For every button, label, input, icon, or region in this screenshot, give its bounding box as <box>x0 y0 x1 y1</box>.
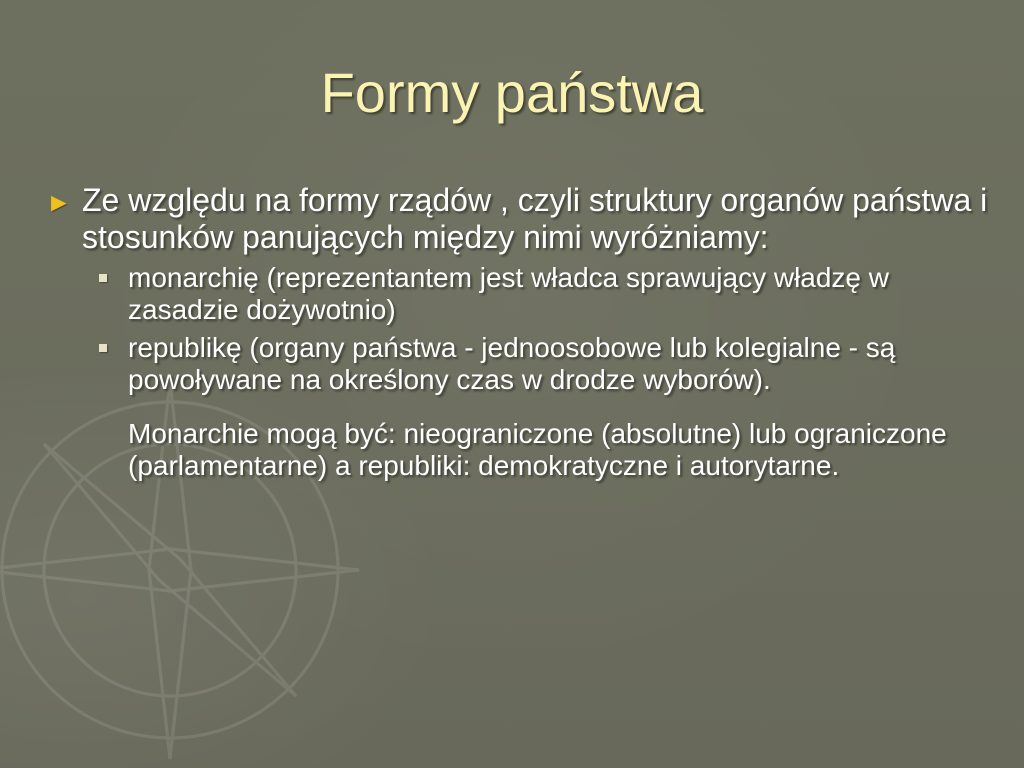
bullet-level2-republic <box>128 332 994 396</box>
bullet-level2-text: republikę (organy państwa - jednoosobowe lub kolegialne - są powoływane na określony czas w drodze wyborów). <box>128 332 896 395</box>
bullet-level1-text: Ze względu na formy rządów , czyli struktury organów państwa i stosunków panujących między nimi wyróżniamy: <box>82 182 988 255</box>
slide-body <box>44 182 994 482</box>
square-bullet-icon <box>99 274 107 282</box>
square-bullet-icon <box>99 344 107 352</box>
bullet-level2-text: monarchię (reprezentantem jest władca sprawujący władzę w zasadzie dożywotnio) <box>128 262 890 325</box>
note-paragraph: Monarchie mogą być: nieograniczone (absolutne) lub ograniczone (parlamentarne) a republiki: demokratyczne i autorytarne. <box>128 418 947 481</box>
bullet-level2-monarchy <box>128 262 994 326</box>
slide-title: Formy państwa <box>320 61 704 124</box>
triangle-arrow-bullet-icon: ► <box>46 187 72 217</box>
bullet-level1 <box>44 182 994 256</box>
